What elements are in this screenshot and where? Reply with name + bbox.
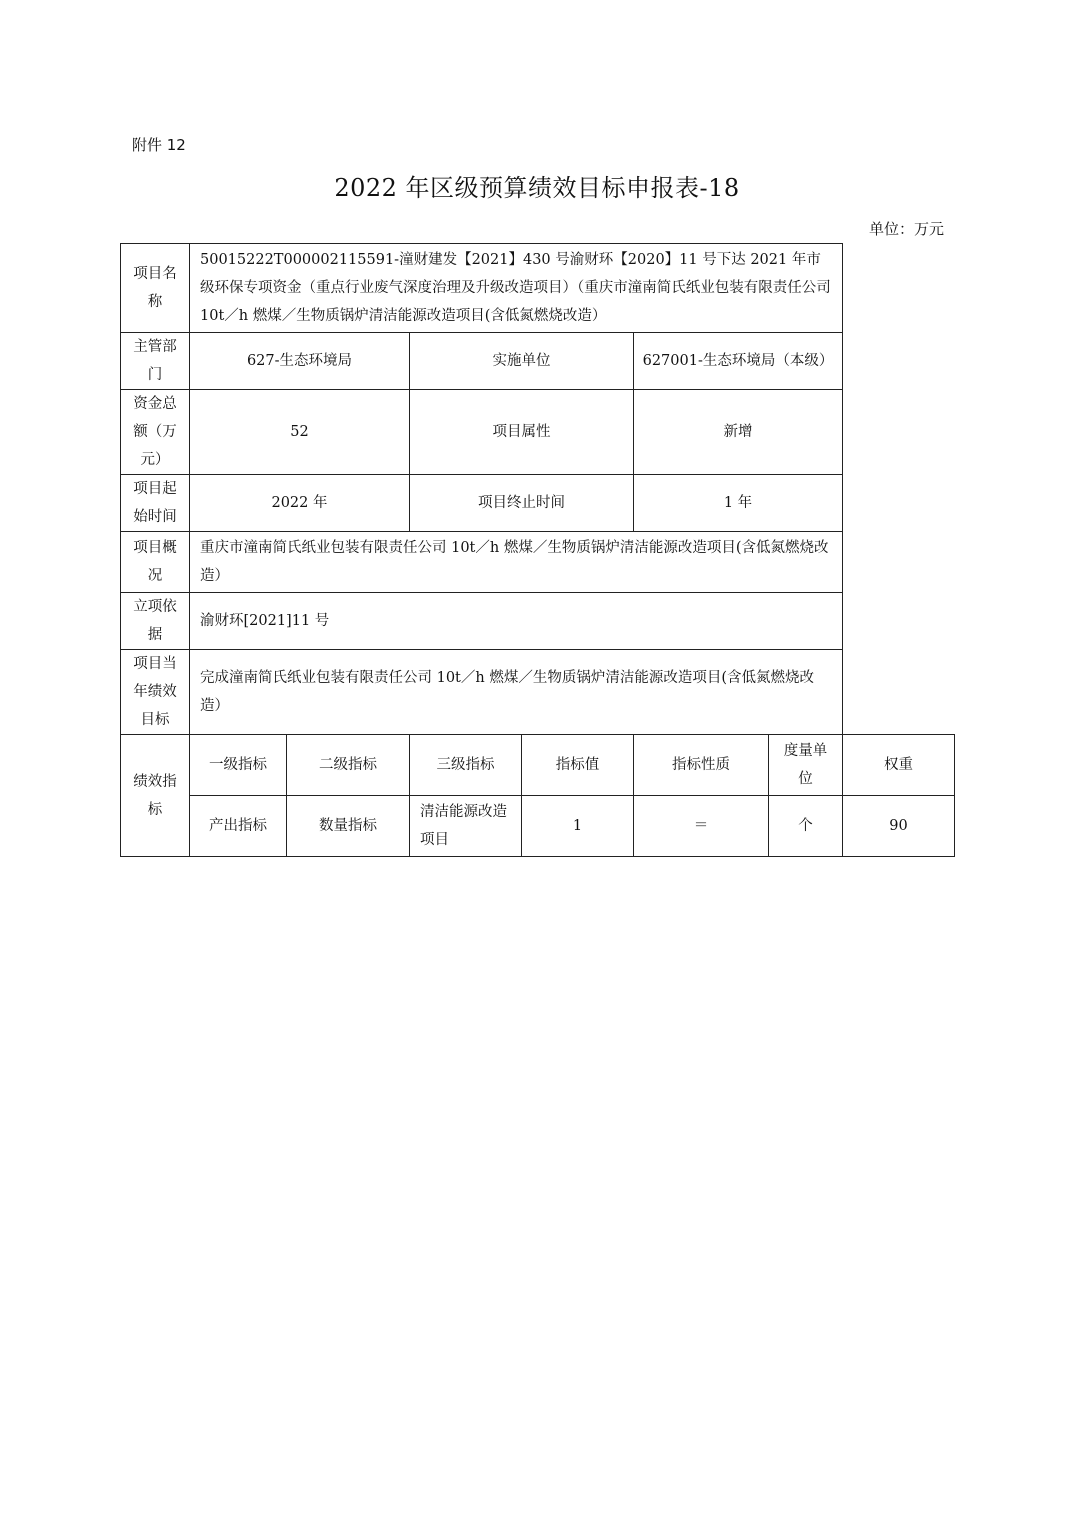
performance-target-table bbox=[120, 243, 955, 857]
indicator-unit: 个 bbox=[769, 796, 843, 857]
overview-value: 重庆市潼南简氏纸业包装有限责任公司 10t／h 燃煤／生物质锅炉清洁能源改造项目(含低氮燃烧改造） bbox=[190, 532, 843, 593]
project-attribute-label: 项目属性 bbox=[410, 390, 634, 475]
indicator-header-unit: 度量单位 bbox=[769, 735, 843, 796]
department-value: 627-生态环境局 bbox=[190, 333, 410, 390]
funding-value: 52 bbox=[190, 390, 410, 475]
indicator-header-level2: 二级指标 bbox=[287, 735, 410, 796]
indicator-value: 1 bbox=[522, 796, 634, 857]
period-row bbox=[121, 475, 955, 532]
page-title: 2022 年区级预算绩效目标申报表-18 bbox=[334, 174, 740, 202]
indicator-nature: ＝ bbox=[634, 796, 769, 857]
funding-row bbox=[121, 390, 955, 475]
indicator-header-level1: 一级指标 bbox=[190, 735, 287, 796]
department-label: 主管部门 bbox=[121, 333, 190, 390]
indicator-level1: 产出指标 bbox=[190, 796, 287, 857]
end-time-label: 项目终止时间 bbox=[410, 475, 634, 532]
indicators-label: 绩效指标 bbox=[121, 735, 190, 857]
basis-label: 立项依据 bbox=[121, 593, 190, 650]
funding-label: 资金总额（万元） bbox=[121, 390, 190, 475]
indicator-header-weight: 权重 bbox=[843, 735, 955, 796]
indicator-header-row bbox=[121, 735, 955, 796]
indicator-header-value: 指标值 bbox=[522, 735, 634, 796]
project-attribute-value: 新增 bbox=[634, 390, 843, 475]
indicator-weight: 90 bbox=[843, 796, 955, 857]
project-name-value: 50015222T000002115591-潼财建发【2021】430 号渝财环【2020】11 号下达 2021 年市级环保专项资金（重点行业废气深度治理及升级改造项目）（重庆市潼南简氏纸业包装有限责任公司 10t／h 燃煤／生物质锅炉清洁能源改造项目(含低氮燃烧改造） bbox=[190, 244, 843, 333]
basis-row bbox=[121, 593, 955, 650]
indicator-level2: 数量指标 bbox=[287, 796, 410, 857]
annual-goal-row bbox=[121, 650, 955, 735]
attachment-label: 附件 12 bbox=[132, 136, 186, 154]
start-time-value: 2022 年 bbox=[190, 475, 410, 532]
indicator-row bbox=[121, 796, 955, 857]
basis-value: 渝财环[2021]11 号 bbox=[190, 593, 843, 650]
indicator-header-level3: 三级指标 bbox=[410, 735, 522, 796]
annual-goal-label: 项目当年绩效目标 bbox=[121, 650, 190, 735]
annual-goal-value: 完成潼南简氏纸业包装有限责任公司 10t／h 燃煤／生物质锅炉清洁能源改造项目(含低氮燃烧改造） bbox=[190, 650, 843, 735]
implementing-unit-label: 实施单位 bbox=[410, 333, 634, 390]
implementing-unit-value: 627001-生态环境局（本级） bbox=[634, 333, 843, 390]
indicator-level3: 清洁能源改造项目 bbox=[410, 796, 522, 857]
department-row bbox=[121, 333, 955, 390]
start-time-label: 项目起始时间 bbox=[121, 475, 190, 532]
end-time-value: 1 年 bbox=[634, 475, 843, 532]
project-name-label: 项目名称 bbox=[121, 244, 190, 333]
overview-label: 项目概况 bbox=[121, 532, 190, 593]
project-name-row bbox=[121, 244, 955, 333]
unit-label: 单位：万元 bbox=[868, 220, 944, 238]
indicator-header-nature: 指标性质 bbox=[634, 735, 769, 796]
overview-row bbox=[121, 532, 955, 593]
